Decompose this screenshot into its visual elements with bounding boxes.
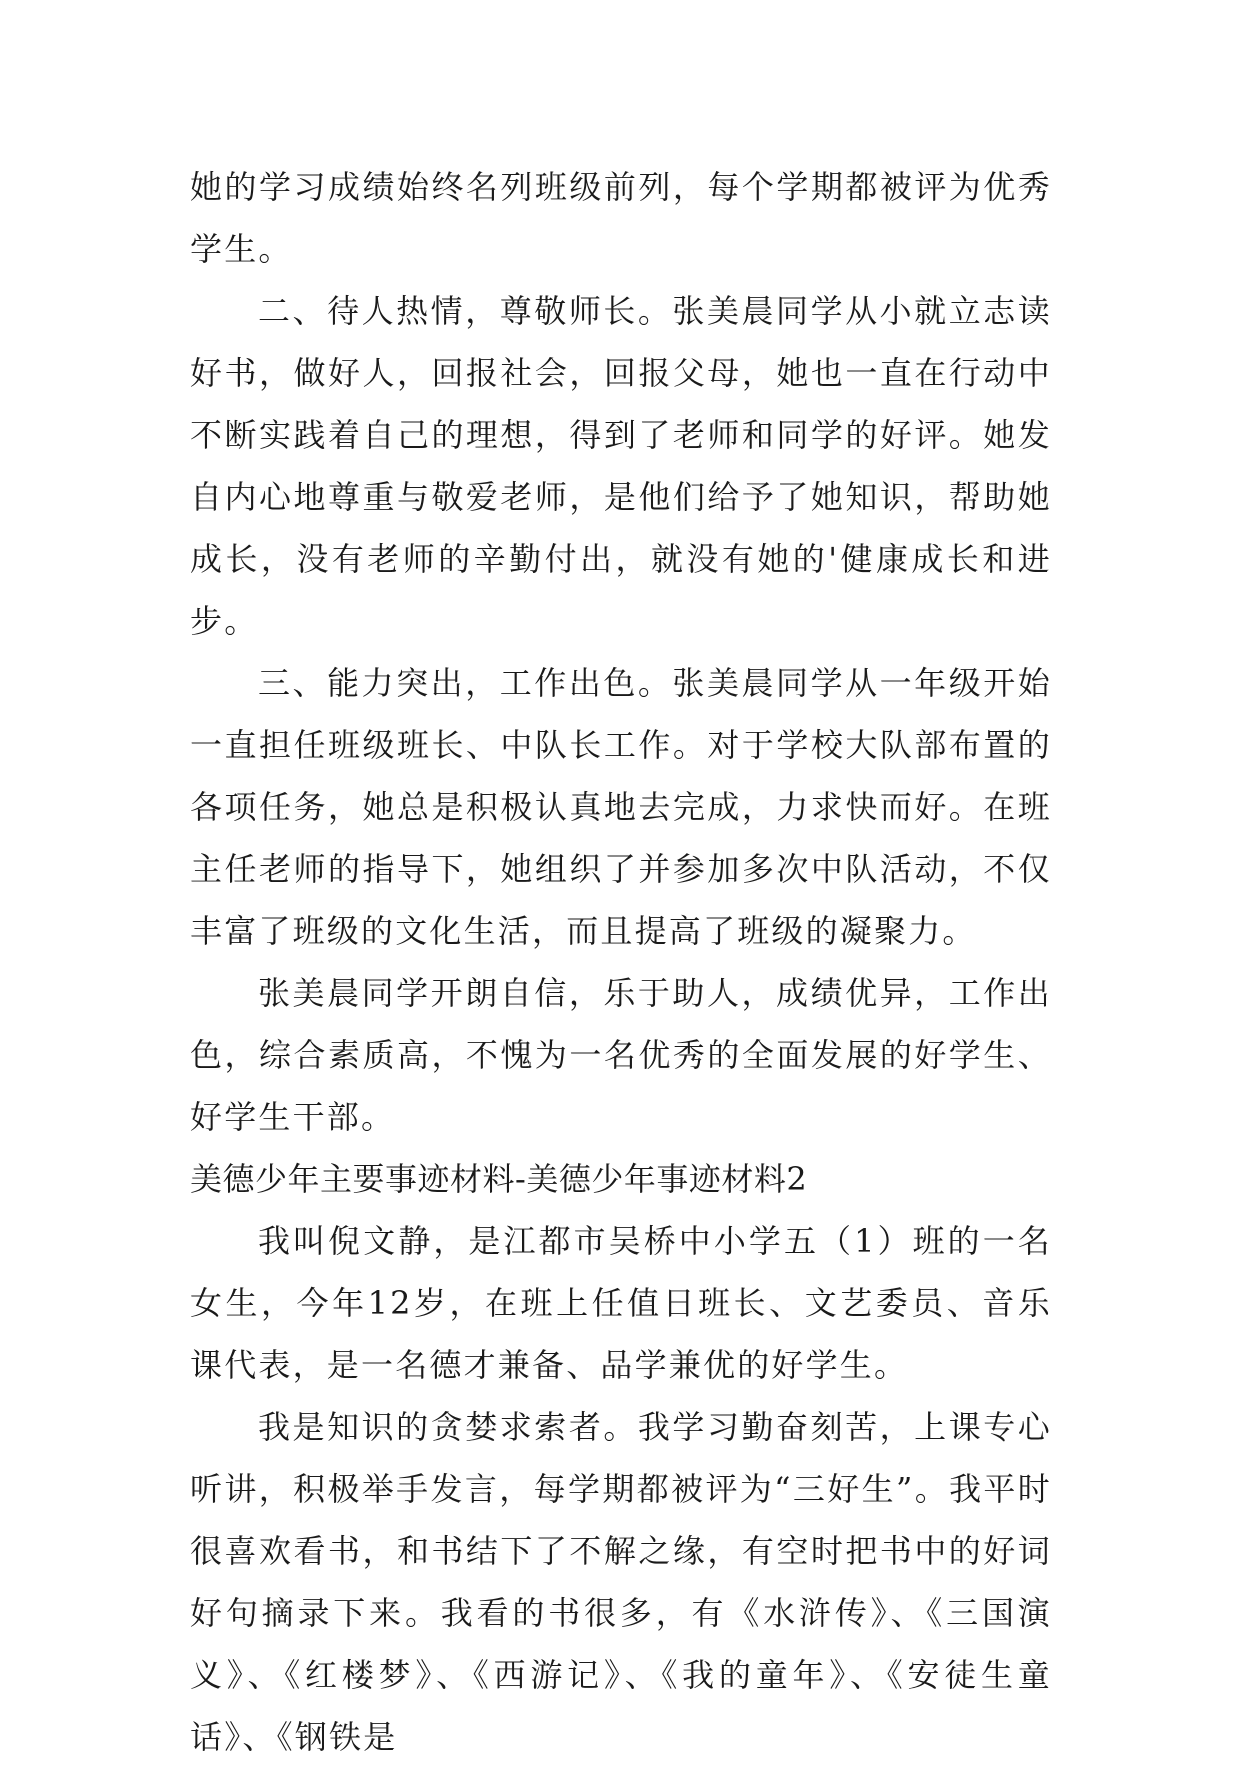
paragraph-summary: 张美晨同学开朗自信，乐于助人，成绩优异，工作出色，综合素质高，不愧为一名优秀的全面发展的好学生、好学生干部。: [190, 974, 1052, 1136]
paragraph-reading: 我是知识的贪婪求索者。我学习勤奋刻苦，上课专心听讲，积极举手发言，每学期都被评为“三好生”。我平时很喜欢看书，和书结下了不解之缘，有空时把书中的好词好句摘录下来。我看的书很多，有《水浒传》、《三国演义》、《红楼梦》、《西游记》、《我的童年》、《安徒生童话》、《钢铁是: [190, 1408, 1052, 1756]
document-body: [190, 156, 1052, 1768]
paragraph-continuation: 她的学习成绩始终名列班级前列，每个学期都被评为优秀学生。: [190, 168, 1052, 268]
section-heading: 美德少年主要事迹材料-美德少年事迹材料2: [190, 1160, 808, 1198]
paragraph-respect-teachers: 二、待人热情，尊敬师长。张美晨同学从小就立志读好书，做好人，回报社会，回报父母，她也一直在行动中不断实践着自己的理想，得到了老师和同学的好评。她发自内心地尊重与敬爱老师，是他们给予了她知识，帮助她成长，没有老师的辛勤付出，就没有她的'健康成长和进步。: [190, 292, 1052, 640]
paragraph-ability: 三、能力突出，工作出色。张美晨同学从一年级开始一直担任班级班长、中队长工作。对于学校大队部布置的各项任务，她总是积极认真地去完成，力求快而好。在班主任老师的指导下，她组织了并参加多次中队活动，不仅丰富了班级的文化生活，而且提高了班级的凝聚力。: [190, 664, 1052, 950]
paragraph-introduction: 我叫倪文静，是江都市吴桥中小学五（1）班的一名女生，今年12岁，在班上任值日班长、文艺委员、音乐课代表，是一名德才兼备、品学兼优的好学生。: [190, 1222, 1052, 1384]
